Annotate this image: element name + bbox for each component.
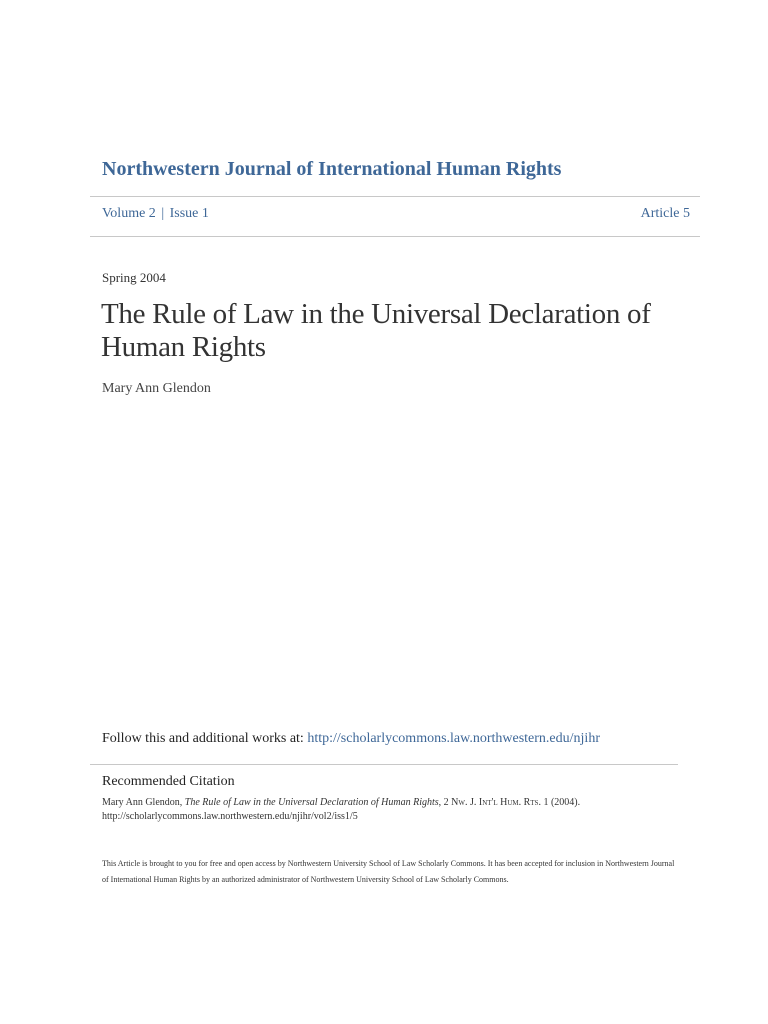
citation-title: The Rule of Law in the Universal Declaration of Human Rights xyxy=(184,797,439,808)
issue-link[interactable]: Issue 1 xyxy=(169,206,209,221)
follow-line xyxy=(102,731,600,747)
issue-row xyxy=(102,206,690,222)
volume-link[interactable]: Volume 2 xyxy=(102,206,156,221)
follow-label: Follow this and additional works at: xyxy=(102,731,308,746)
article-number-link[interactable]: Article 5 xyxy=(640,206,690,221)
issue-info xyxy=(102,206,209,222)
article-title: The Rule of Law in the Universal Declaration of Human Rights xyxy=(101,298,651,363)
citation-volume: , 2 xyxy=(438,797,452,808)
issue-separator: | xyxy=(161,206,165,221)
citation-author: Mary Ann Glendon, xyxy=(102,797,185,808)
citation-page-year: 1 (2004). xyxy=(540,797,581,808)
divider-top xyxy=(90,196,700,197)
article-author[interactable]: Mary Ann Glendon xyxy=(102,381,211,396)
journal-title[interactable]: Northwestern Journal of International Human Rights xyxy=(102,158,562,180)
citation-journal: Nw. J. Int'l Hum. Rts. xyxy=(451,797,541,808)
follow-url-link[interactable]: http://scholarlycommons.law.northwestern.edu/njihr xyxy=(307,731,600,746)
access-notice: This Article is brought to you for free and open access by Northwestern University School of Law Scholarly Commons. It has been accepted for inclusion in Northwestern Journal of International Human Rights by an authorized administrator of Northwestern University School of Law Scholarly Commons. xyxy=(102,859,675,884)
citation-url[interactable]: http://scholarlycommons.law.northwestern.edu/njihr/vol2/iss1/5 xyxy=(102,811,358,822)
divider-citation xyxy=(90,764,678,765)
citation-heading: Recommended Citation xyxy=(102,774,235,789)
divider-middle xyxy=(90,236,700,237)
citation-text xyxy=(102,796,682,824)
publication-date: Spring 2004 xyxy=(102,270,166,285)
